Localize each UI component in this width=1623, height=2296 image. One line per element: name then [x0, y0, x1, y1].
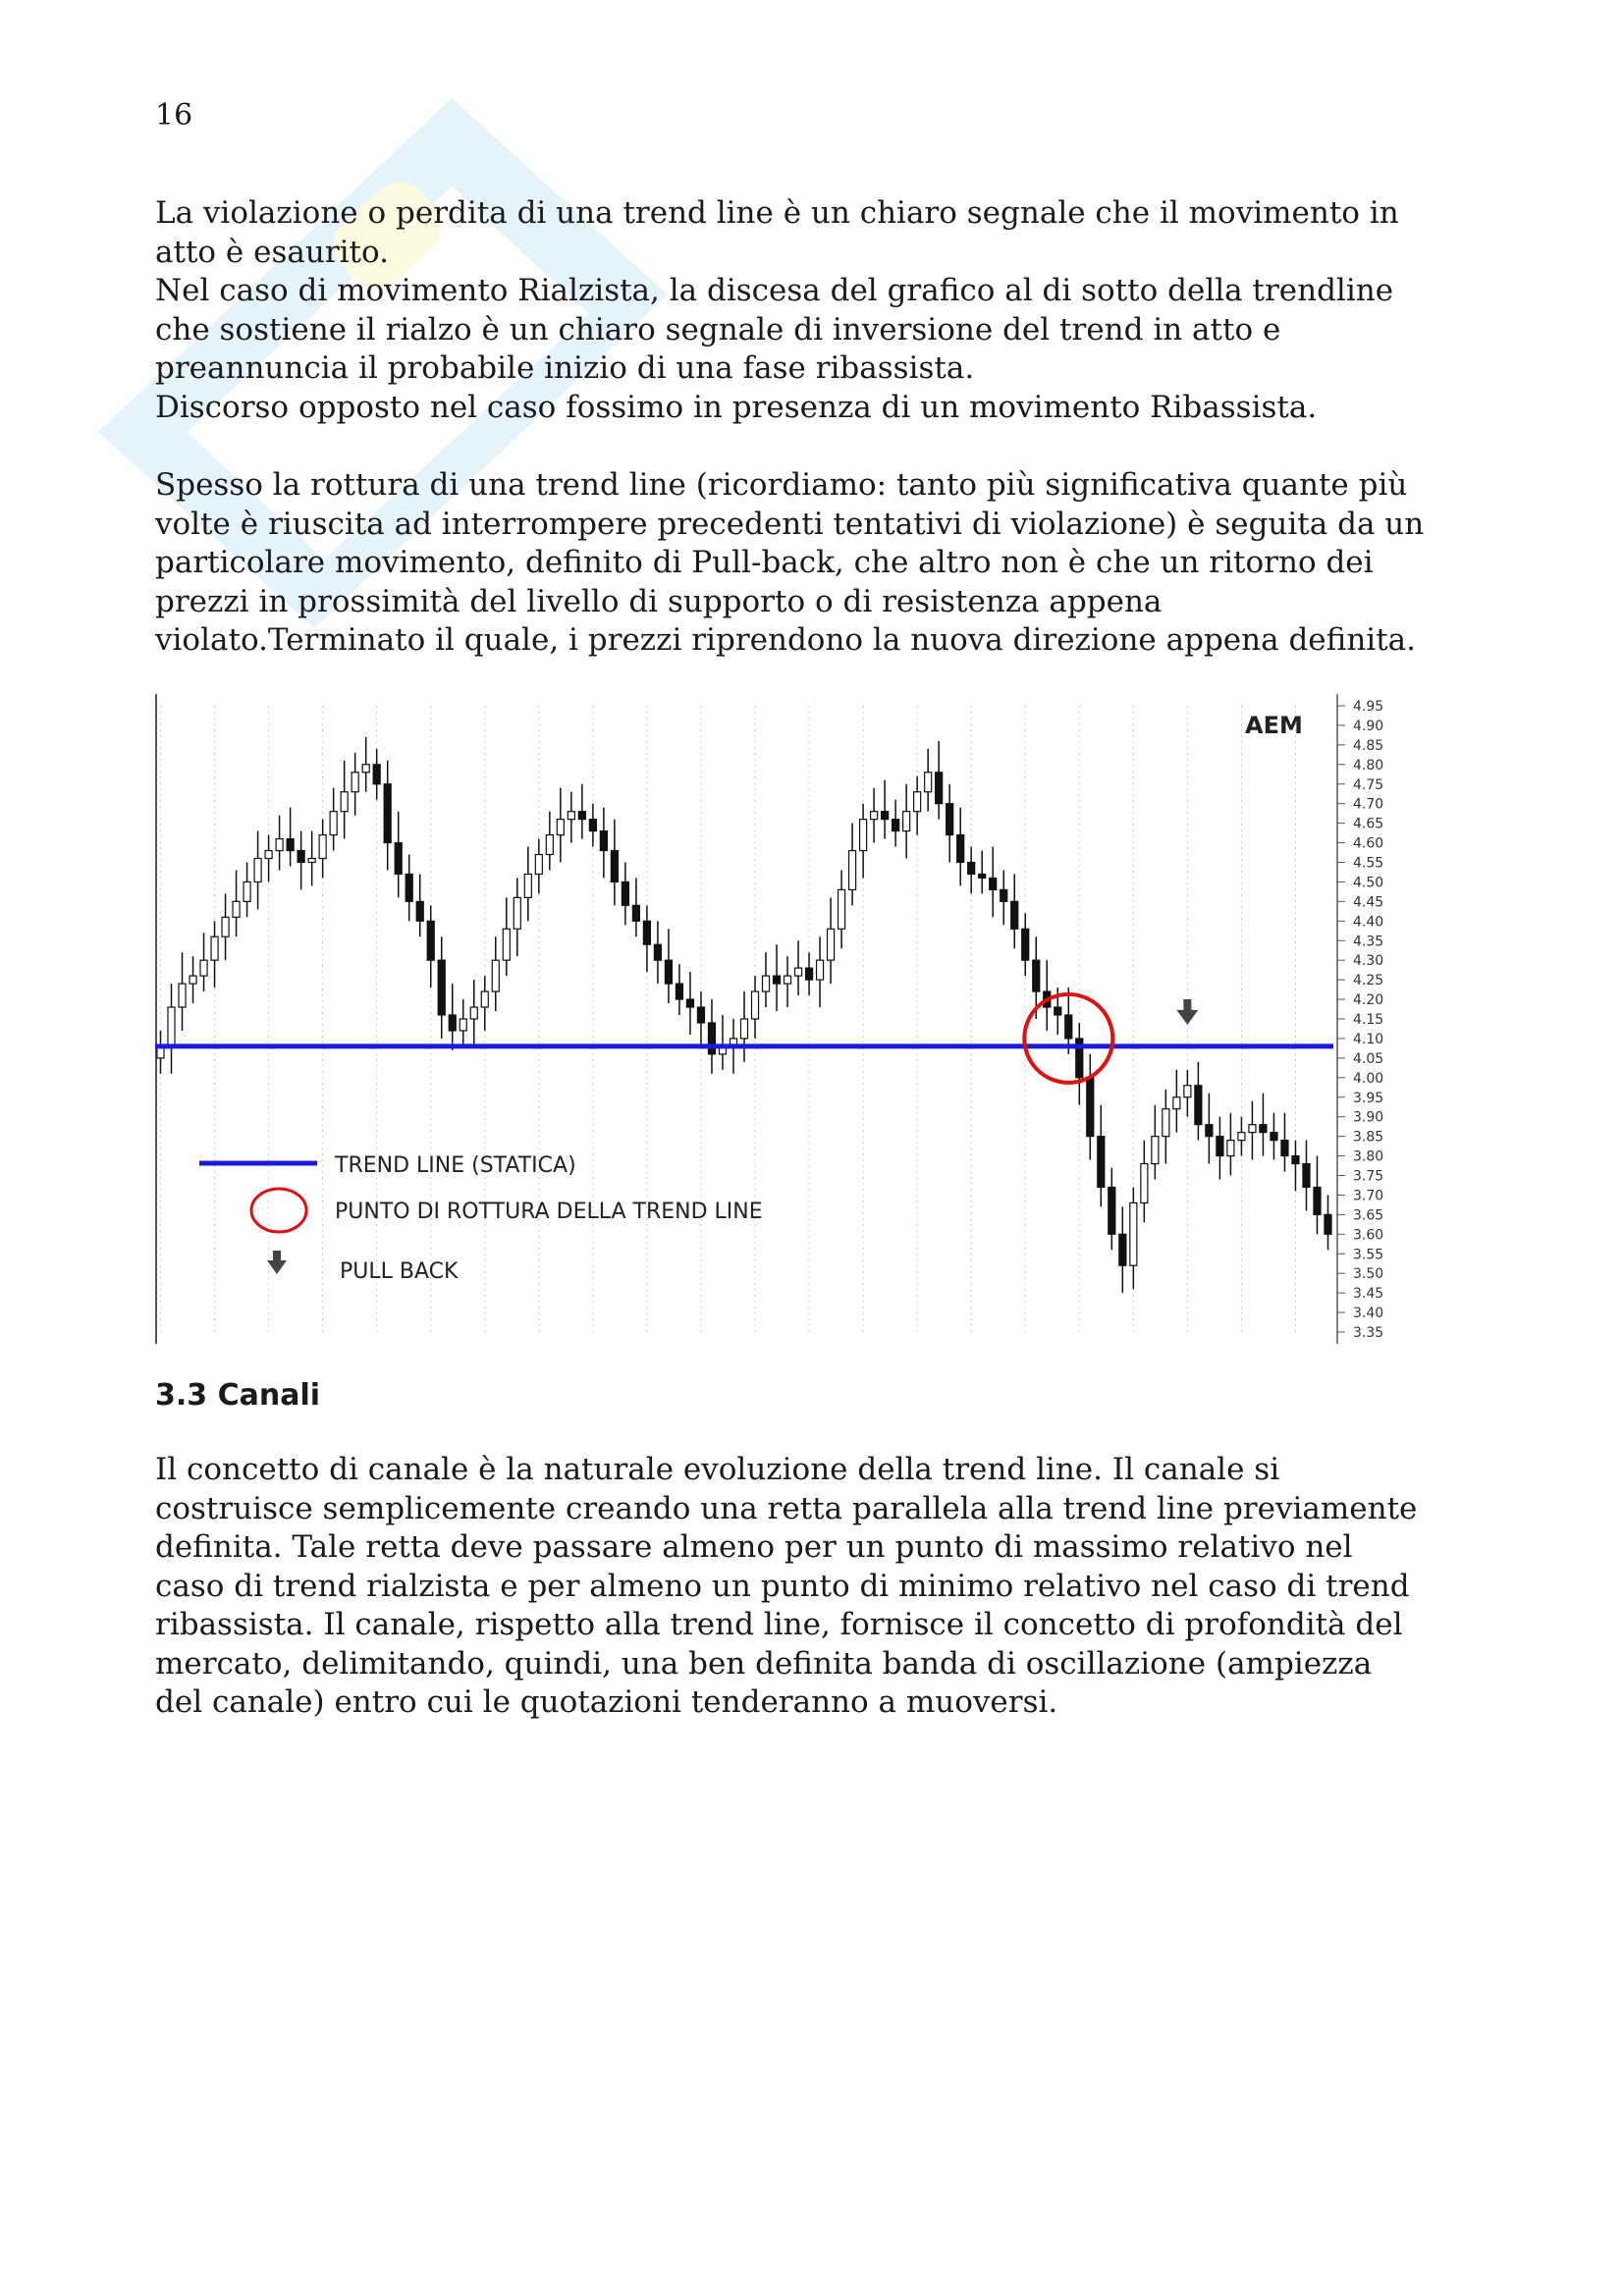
candle-body [903, 812, 910, 831]
price-tick-label: 4.25 [1353, 973, 1384, 989]
candle-body [373, 765, 380, 784]
candle-body [427, 921, 434, 960]
candle-body [914, 792, 921, 812]
price-tick-label: 3.55 [1353, 1247, 1384, 1263]
candle-body [1195, 1086, 1202, 1125]
candle-body [254, 859, 261, 882]
candle-body [1314, 1187, 1321, 1214]
candle-body [168, 1007, 175, 1046]
candle-body [1055, 1007, 1061, 1015]
price-tick-label: 4.80 [1353, 757, 1384, 774]
price-tick-label: 4.95 [1353, 699, 1384, 715]
candle-body [1260, 1125, 1267, 1133]
legend-break-circle-icon [251, 1189, 306, 1232]
candle-body [438, 960, 445, 1015]
candle-body [611, 851, 618, 882]
candle-body [654, 944, 661, 960]
section-heading: 3.3 Canali [155, 1378, 321, 1413]
candle-body [1227, 1141, 1234, 1156]
candle-body [1022, 929, 1029, 960]
price-tick-label: 3.85 [1353, 1129, 1384, 1146]
price-tick-label: 3.75 [1353, 1168, 1384, 1185]
price-tick-label: 3.45 [1353, 1286, 1384, 1303]
candle-body [406, 874, 412, 901]
candle-body [1119, 1234, 1126, 1265]
price-tick-label: 4.60 [1353, 835, 1384, 852]
candle-body [503, 929, 510, 960]
candle-body [871, 812, 878, 820]
candle-body [817, 960, 824, 980]
candle-body [860, 820, 867, 851]
price-axis [1337, 694, 1383, 1344]
price-tick-label: 4.20 [1353, 992, 1384, 1009]
price-tick-label: 3.35 [1353, 1325, 1384, 1341]
price-tick-label: 3.95 [1353, 1090, 1384, 1106]
candle-body [492, 960, 499, 991]
price-tick-label: 4.90 [1353, 718, 1384, 734]
candle-body [1001, 889, 1007, 901]
price-tick-label: 4.05 [1353, 1050, 1384, 1067]
paragraph-channels: Il concetto di canale è la naturale evoluzione della trend line. Il canale si costruisce semplicemente creando una retta parallela alla trend line previamente definita. Tale retta deve passare almeno per un punto di massimo relativo nel caso di trend rialzista e per almeno un punto di minimo relativo nel caso di trend ribassista. Il canale, rispetto alla trend line, fornisce il concetto di profondità del mercato, delimitando, quindi, una ben definita banda di oscillazione (ampiezza del canale) entro cui le quotazioni tenderanno a muoversi. [155, 1452, 1418, 1720]
price-tick-label: 4.70 [1353, 796, 1384, 813]
candle-body [828, 929, 835, 960]
candle-body [460, 1019, 466, 1031]
candle-body [200, 960, 207, 976]
candle-body [416, 901, 423, 921]
candle-body [470, 1007, 477, 1019]
price-tick-label: 4.45 [1353, 894, 1384, 911]
candle-body [578, 812, 585, 820]
price-tick-label: 4.10 [1353, 1031, 1384, 1047]
candle-body [535, 855, 542, 875]
candle-body [1303, 1164, 1310, 1188]
candle-body [1281, 1141, 1288, 1156]
candle-body [600, 831, 607, 851]
candle-body [936, 773, 943, 804]
legend-trend-line-label: TREND LINE (STATICA) [335, 1153, 576, 1178]
price-tick-label: 4.85 [1353, 737, 1384, 754]
candle-body [697, 1007, 704, 1023]
legend-pullback-arrow-icon [267, 1251, 287, 1274]
candle-body [622, 881, 628, 905]
candle-body [1271, 1133, 1277, 1141]
legend-break-point-label: PUNTO DI ROTTURA DELLA TREND LINE [335, 1200, 763, 1224]
candle-body [893, 820, 899, 831]
candle-body [947, 804, 953, 835]
legend-pull-back-label: PULL BACK [340, 1259, 459, 1284]
chart-legend [199, 1153, 763, 1284]
candle-body [352, 773, 358, 792]
candle-body [676, 984, 682, 999]
candle-body [1152, 1137, 1159, 1164]
price-tick-label: 3.65 [1353, 1207, 1384, 1224]
candle-body [1292, 1156, 1299, 1164]
candle-body [774, 976, 781, 984]
price-tick-label: 3.60 [1353, 1227, 1384, 1244]
candle-body [1098, 1137, 1105, 1188]
candle-body [957, 835, 964, 863]
candle-body [708, 1023, 715, 1054]
candle-body [211, 936, 218, 960]
candle-body [319, 835, 326, 859]
candle-body [287, 839, 294, 851]
candle-body [990, 878, 997, 889]
page-number: 16 [155, 98, 193, 133]
candle-body [276, 839, 283, 851]
candle-body [925, 773, 932, 792]
candle-body [686, 999, 693, 1007]
price-tick-label: 4.15 [1353, 1012, 1384, 1028]
candle-body [632, 905, 639, 921]
candle-body [1184, 1086, 1191, 1097]
candle-body [849, 851, 856, 890]
candle-body [546, 835, 553, 855]
pullback-arrow-icon [1176, 999, 1198, 1025]
candle-body [524, 874, 531, 897]
candle-body [1065, 1015, 1072, 1039]
candle-body [1238, 1133, 1245, 1141]
price-tick-label: 4.50 [1353, 875, 1384, 891]
candle-body [1033, 960, 1040, 991]
candle-body [751, 991, 758, 1019]
candle-body [298, 851, 304, 863]
candle-body [189, 976, 196, 984]
price-tick-label: 3.50 [1353, 1266, 1384, 1283]
price-tick-label: 3.40 [1353, 1306, 1384, 1322]
candle-body [514, 897, 520, 929]
candle-body [1163, 1109, 1169, 1137]
price-tick-label: 3.70 [1353, 1188, 1384, 1204]
price-tick-label: 4.00 [1353, 1070, 1384, 1087]
candle-body [384, 784, 391, 843]
candle-body [762, 976, 769, 991]
price-tick-label: 4.55 [1353, 855, 1384, 872]
candle-body [308, 859, 315, 863]
candle-body [979, 874, 986, 878]
candle-body [1206, 1125, 1213, 1137]
candle-body [1130, 1202, 1137, 1265]
candle-body [1087, 1078, 1094, 1137]
candle-body [1011, 901, 1018, 929]
price-tick-label: 3.80 [1353, 1148, 1384, 1165]
price-tick-label: 4.30 [1353, 953, 1384, 970]
candle-body [1173, 1097, 1180, 1109]
candle-body [968, 863, 975, 875]
candle-body [839, 889, 845, 929]
candle-body [740, 1019, 747, 1039]
candle-body [665, 960, 672, 984]
candle-body [330, 812, 337, 835]
candle-body [449, 1015, 456, 1031]
candle-body [243, 881, 250, 901]
candle-body [568, 812, 574, 820]
candle-body [795, 968, 802, 976]
candle-body [806, 968, 813, 980]
price-tick-label: 4.35 [1353, 934, 1384, 950]
candle-body [362, 765, 369, 773]
candle-body [1325, 1214, 1331, 1234]
candle-body [395, 843, 402, 875]
candle-body [481, 991, 488, 1007]
price-tick-label: 3.90 [1353, 1109, 1384, 1126]
candle-body [1141, 1164, 1148, 1203]
candle-body [589, 820, 596, 831]
candle-body [265, 851, 272, 859]
candle-body [643, 921, 650, 944]
candle-body [784, 976, 791, 984]
candle-body [179, 984, 186, 1007]
candle-body [882, 812, 889, 820]
paragraph-trend-line-violation: La violazione o perdita di una trend line è un chiaro segnale che il movimento in atto è esaurito. Nel caso di movimento Rialzista, la discesa del grafico al di sotto della trendline che sostiene il rialzo è un chiaro segnale di inversione del trend in atto e preannuncia il probabile inizio di una fase ribassista. Discorso opposto nel caso fossimo in presenza di un movimento Ribassista. [155, 195, 1399, 425]
candle-body [222, 917, 229, 936]
price-tick-label: 4.65 [1353, 816, 1384, 832]
candle-body [1109, 1187, 1115, 1234]
candle-body [341, 792, 348, 812]
candlestick-chart [155, 694, 1398, 1344]
price-tick-label: 4.75 [1353, 776, 1384, 793]
candle-body [1217, 1137, 1223, 1156]
candle-body [1249, 1125, 1256, 1133]
paragraph-pull-back: Spesso la rottura di una trend line (ricordiamo: tanto più significativa quante più volte è riuscita ad interrompere precedenti tentativi di violazione) è seguita da un particolare movimento, definito di Pull-back, che altro non è che un ritorno dei prezzi in prossimità del livello di supporto o di resistenza appena violato.Terminato il quale, i prezzi riprendono la nuova direzione appena definita. [155, 467, 1425, 658]
price-tick-label: 4.40 [1353, 914, 1384, 931]
candle-body [557, 820, 564, 835]
chart-title: AEM [1245, 712, 1303, 739]
candle-body [233, 901, 240, 917]
